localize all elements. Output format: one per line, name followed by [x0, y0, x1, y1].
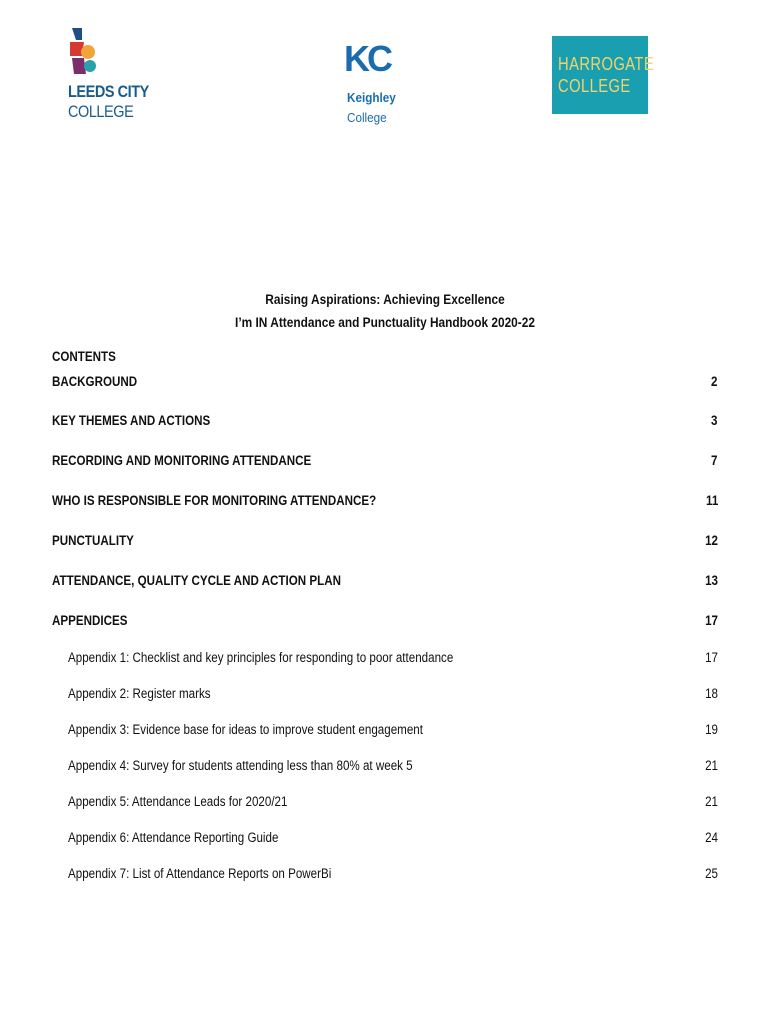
- toc-appendix-page: 18: [705, 686, 718, 701]
- toc-appendix-entry[interactable]: [52, 866, 718, 884]
- toc-entry-label: KEY THEMES AND ACTIONS: [52, 413, 211, 428]
- toc-appendix-entry[interactable]: [52, 686, 718, 704]
- toc-entry[interactable]: [52, 493, 718, 511]
- toc-appendix-page: 25: [705, 866, 718, 881]
- toc-appendix-label: Appendix 5: Attendance Leads for 2020/21: [68, 794, 288, 809]
- toc-appendix-label: Appendix 3: Evidence base for ideas to improve student engagement: [68, 722, 423, 737]
- toc-appendix-label: Appendix 6: Attendance Reporting Guide: [68, 830, 279, 845]
- toc-appendix-entry[interactable]: [52, 722, 718, 740]
- toc-entry-label: PUNCTUALITY: [52, 533, 134, 548]
- leeds-city-college-logo: [62, 26, 152, 126]
- toc-appendix-page: 17: [705, 650, 718, 665]
- toc-entry-page: 17: [705, 613, 718, 628]
- toc-entry[interactable]: [52, 453, 718, 471]
- toc-appendix-label: Appendix 2: Register marks: [68, 686, 211, 701]
- toc-appendix-page: 24: [705, 830, 718, 845]
- toc-entry-page: 3: [711, 413, 718, 428]
- toc-appendix-page: 21: [705, 794, 718, 809]
- toc-appendix-entry[interactable]: [52, 794, 718, 812]
- toc-appendix-entry[interactable]: [52, 830, 718, 848]
- keighley-college-logo: [338, 38, 408, 133]
- toc-appendix-page: 19: [705, 722, 718, 737]
- toc-entry-label: WHO IS RESPONSIBLE FOR MONITORING ATTENDANCE?: [52, 493, 377, 508]
- toc-entry-label: APPENDICES: [52, 613, 128, 628]
- harrogate-logo-line2: COLLEGE: [558, 76, 631, 96]
- toc-entry-page: 13: [705, 573, 718, 588]
- leeds-logo-line2: COLLEGE: [68, 102, 134, 121]
- harrogate-logo-line1: HARROGATE: [558, 54, 655, 74]
- toc-appendix-entry[interactable]: [52, 758, 718, 776]
- keighley-mark: KC: [344, 38, 390, 79]
- toc-appendix-label: Appendix 1: Checklist and key principles for responding to poor attendance: [68, 650, 454, 665]
- harrogate-college-logo: [552, 36, 655, 114]
- toc-entry[interactable]: [52, 573, 718, 591]
- toc-entry-page: 7: [711, 453, 718, 468]
- document-subtitle: I’m IN Attendance and Punctuality Handbook 2020-22: [235, 315, 535, 330]
- toc-entry[interactable]: [52, 613, 718, 631]
- toc-appendix-entry[interactable]: [52, 650, 718, 668]
- leeds-logo-line1: LEEDS CITY: [68, 82, 149, 101]
- leeds-emblem-icon: [68, 26, 98, 78]
- toc-entry-label: RECORDING AND MONITORING ATTENDANCE: [52, 453, 312, 468]
- toc-entry-page: 11: [705, 493, 718, 508]
- toc-appendix-label: Appendix 7: List of Attendance Reports on PowerBi: [68, 866, 332, 881]
- keighley-logo-line2: College: [347, 110, 387, 125]
- toc-entry[interactable]: [52, 413, 718, 431]
- keighley-logo-line1: Keighley: [347, 90, 396, 105]
- document-title: Raising Aspirations: Achieving Excellence: [265, 292, 505, 307]
- toc-entry-label: BACKGROUND: [52, 374, 138, 389]
- toc-entry-label: ATTENDANCE, QUALITY CYCLE AND ACTION PLAN: [52, 573, 341, 588]
- contents-heading: CONTENTS: [52, 349, 116, 364]
- toc-entry[interactable]: [52, 374, 718, 392]
- toc-appendix-label: Appendix 4: Survey for students attending less than 80% at week 5: [68, 758, 413, 773]
- toc-appendix-page: 21: [705, 758, 718, 773]
- toc-entry-page: 12: [705, 533, 718, 548]
- toc-entry-page: 2: [711, 374, 718, 389]
- toc-entry[interactable]: [52, 533, 718, 551]
